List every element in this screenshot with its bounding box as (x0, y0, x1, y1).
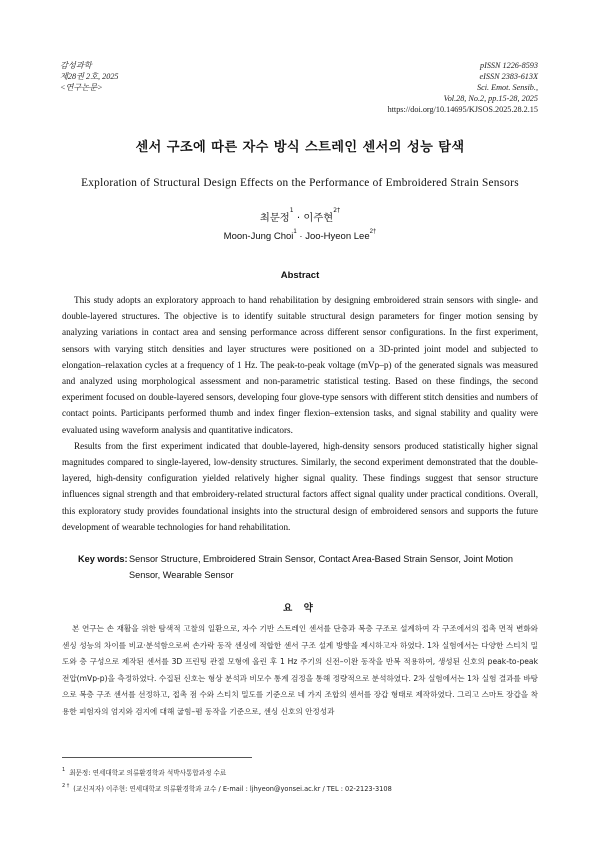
abstract-body (62, 292, 538, 535)
author-separator: · (296, 231, 306, 242)
journal-header-left (60, 60, 119, 93)
abstract-heading: Abstract (280, 270, 320, 281)
author-1-en: Moon-Jung Choi (223, 231, 294, 242)
footnote-1-text: 최문정: 연세대학교 의류환경학과 석박사통합과정 수료 (69, 769, 227, 777)
footnote-divider (62, 757, 252, 758)
author-1-en-mark: 1 (293, 229, 297, 235)
korean-summary-heading: 요 약 (283, 603, 317, 614)
author-separator: · (293, 212, 304, 224)
korean-summary (62, 621, 538, 720)
footnote-2-mark: 2 † (62, 783, 70, 789)
author-2-en-mark: 2† (369, 229, 377, 235)
journal-abbrev: Sci. Emot. Sensib., (477, 83, 538, 92)
author-2-en: Joo-Hyeon Lee (305, 231, 370, 242)
journal-name: 감성과학 (60, 61, 92, 70)
journal-header-right (388, 60, 538, 115)
footnote-2 (62, 783, 538, 793)
author-1-ko: 최문정 (259, 212, 290, 224)
authors-english (0, 231, 600, 242)
author-2-ko-mark: 2† (333, 207, 341, 214)
keywords (78, 552, 538, 583)
pissn: pISSN 1226-8593 (480, 61, 538, 70)
footnote-1-mark: 1 (62, 767, 66, 773)
footnote-2-text: (교신저자) 이주현: 연세대학교 의류환경학과 교수 / E-mail : ljhyeon@yonsei.ac.kr / TEL : 02-2123-3108 (73, 785, 392, 793)
keywords-label: Key words: (78, 554, 128, 564)
title-english: Exploration of Structural Design Effects on the Performance of Embroidered Strain Sensors (81, 177, 519, 189)
journal-volume: 제28권 2호, 2025 (60, 72, 119, 81)
keywords-list: Sensor Structure, Embroidered Strain Sensor, Contact Area-Based Strain Sensor, Joint Motion Sensor, Wearable Sensor (129, 554, 514, 580)
eissn: eISSN 2383-613X (479, 72, 538, 81)
footnote-1 (62, 767, 538, 777)
abstract-paragraph-2: Results from the first experiment indicated that double-layered, high-density sensors produced statistically higher signal magnitudes compared to single-layered, low-density structures. Similarly, the second experiment demonstrated that the double-layered, high-density configuration yielded relatively higher signal quality. These findings suggest that sensor structure influences signal strength and that embroidery-related structural factors affect signal quality under practical conditions. Overall, this exploratory study provides foundational insights into the structural design of embroidered sensors and supports the future development of wearable technologies for hand rehabilitation. (62, 440, 538, 532)
author-1-ko-mark: 1 (289, 207, 294, 214)
author-2-ko: 이주현 (303, 212, 334, 224)
article-type: <연구논문> (60, 83, 103, 92)
title-korean: 센서 구조에 따른 자수 방식 스트레인 센서의 성능 탐색 (135, 140, 465, 155)
volume-pages: Vol.28, No.2, pp.15-28, 2025 (443, 94, 538, 103)
abstract-paragraph-1: This study adopts an exploratory approach to hand rehabilitation by designing embroidered strain sensors with single- and double-layered structures. The objective is to identify suitable structural design parameters for finger motion sensing by analyzing variations in contact area and sensing performance across different sensor configurations. In the first experiment, sensors with varying stitch densities and layer structures were positioned on a 3D-printed joint model and subjected to elongation–relaxation cycles at a frequency of 1 Hz. The peak-to-peak voltage (mVp–p) of the generated signals was measured and analyzed using morphological assessment and non-parametric statistical testing. Based on these findings, the second experiment focused on double-layered sensors, developing four glove-type sensors with different stitch densities and numbers of contact points. Participants performed thumb and index finger flexion–extension tasks, and signal stability and quality were evaluated using waveform analysis and quantitative indicators. (62, 295, 538, 435)
korean-summary-paragraph: 본 연구는 손 재활을 위한 탐색적 고찰의 일환으로, 자수 기반 스트레인 센서를 단층과 복층 구조로 설계하여 각 구조에서의 접촉 면적 변화와 센싱 성능의 차이를 비교·분석함으로써 손가락 동작 센싱에 적합한 센서 구조 설계 방향을 제시하고자 하였다. 1차 실험에서는 다양한 스티치 밀도와 층 구성으로 제작된 센서를 3D 프린팅 관절 모형에 올린 후 1 Hz 주기의 신전–이완 동작을 반복 적용하여, 생성된 신호의 peak-to-peak 전압(mVp-p)을 측정하였다. 수집된 신호는 형상 분석과 비모수 통계 검정을 통해 정량적으로 분석하였다. 2차 실험에서는 1차 실험 결과를 바탕으로 복층 구조 센서를 선정하고, 접촉 점 수와 스티치 밀도를 기준으로 네 가지 조합의 센서를 장갑 형태로 제작하였다. 그리고 스마트 장갑을 착용한 피험자의 엄지와 검지에 대해 굽힘–폄 동작을 기준으로, 센싱 신호의 안정성과 (62, 624, 538, 716)
authors-korean (0, 209, 600, 224)
doi-link[interactable]: https://doi.org/10.14695/KJSOS.2025.28.2.15 (387, 105, 538, 114)
